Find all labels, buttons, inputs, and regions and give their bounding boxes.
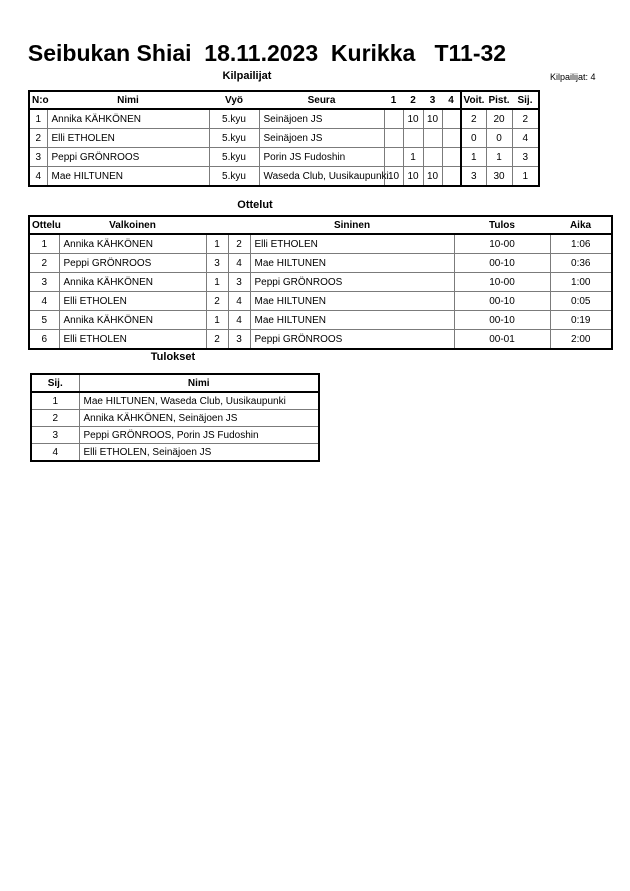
spacer-header	[206, 216, 250, 234]
white-name-cell: Elli ETHOLEN	[59, 292, 206, 311]
match-row	[29, 311, 612, 330]
place-cell: 2	[31, 410, 79, 427]
competitor-row	[29, 129, 539, 148]
blue-number-cell: 3	[228, 273, 250, 292]
time-cell: 0:36	[550, 254, 612, 273]
row-number-cell: 4	[29, 167, 47, 187]
wins-cell: 0	[461, 129, 486, 148]
col-header-sij: Sij.	[31, 374, 79, 392]
match-number-cell: 2	[29, 254, 59, 273]
time-cell: 0:19	[550, 311, 612, 330]
result-row	[31, 444, 319, 462]
result-cell: 00-10	[454, 292, 550, 311]
white-number-cell: 1	[206, 311, 228, 330]
time-cell: 1:06	[550, 234, 612, 254]
col-header-vyo: Vyö	[209, 91, 259, 109]
score-cell: 10	[384, 167, 403, 187]
score-cell	[423, 129, 442, 148]
score-cell	[403, 129, 423, 148]
place-cell: 1	[31, 392, 79, 410]
col-header-sij: Sij.	[512, 91, 539, 109]
col-header-nimi: Nimi	[47, 91, 209, 109]
row-number-cell: 2	[29, 129, 47, 148]
col-header-score1: 1	[384, 91, 403, 109]
result-row	[31, 427, 319, 444]
col-header-no: N:o	[29, 91, 47, 109]
white-name-cell: Peppi GRÖNROOS	[59, 254, 206, 273]
match-number-cell: 6	[29, 330, 59, 350]
score-cell	[384, 129, 403, 148]
document-title: Seibukan Shiai 18.11.2023 Kurikka T11-32	[27, 40, 507, 66]
col-header-seura: Seura	[259, 91, 384, 109]
score-cell: 10	[403, 109, 423, 129]
result-name-cell: Annika KÄHKÖNEN, Seinäjoen JS	[79, 410, 319, 427]
result-name-cell: Peppi GRÖNROOS, Porin JS Fudoshin	[79, 427, 319, 444]
score-cell: 10	[423, 109, 442, 129]
place-cell: 3	[512, 148, 539, 167]
place-cell: 4	[512, 129, 539, 148]
col-header-nimi: Nimi	[79, 374, 319, 392]
white-number-cell: 1	[206, 234, 228, 254]
score-cell	[442, 109, 461, 129]
match-row	[29, 292, 612, 311]
time-cell: 0:05	[550, 292, 612, 311]
section-title-kilpailijat: Kilpailijat	[222, 70, 272, 82]
wins-cell: 2	[461, 109, 486, 129]
blue-number-cell: 3	[228, 330, 250, 350]
name-cell: Peppi GRÖNROOS	[47, 148, 209, 167]
club-cell: Porin JS Fudoshin	[259, 148, 384, 167]
white-number-cell: 3	[206, 254, 228, 273]
blue-number-cell: 2	[228, 234, 250, 254]
match-number-cell: 5	[29, 311, 59, 330]
row-number-cell: 3	[29, 148, 47, 167]
white-number-cell: 2	[206, 330, 228, 350]
club-cell: Seinäjoen JS	[259, 109, 384, 129]
points-cell: 0	[486, 129, 512, 148]
time-cell: 1:00	[550, 273, 612, 292]
match-row	[29, 330, 612, 350]
score-cell	[384, 109, 403, 129]
col-header-tulos: Tulos	[454, 216, 550, 234]
blue-name-cell: Mae HILTUNEN	[250, 311, 454, 330]
club-cell: Waseda Club, Uusikaupunki	[259, 167, 384, 187]
match-number-cell: 4	[29, 292, 59, 311]
col-header-voit: Voit.	[461, 91, 486, 109]
blue-name-cell: Elli ETHOLEN	[250, 234, 454, 254]
score-cell	[384, 148, 403, 167]
match-row	[29, 234, 612, 254]
score-cell	[442, 129, 461, 148]
score-cell: 1	[403, 148, 423, 167]
wins-cell: 1	[461, 148, 486, 167]
match-number-cell: 1	[29, 234, 59, 254]
time-cell: 2:00	[550, 330, 612, 350]
result-cell: 00-10	[454, 254, 550, 273]
white-number-cell: 2	[206, 292, 228, 311]
match-row	[29, 273, 612, 292]
points-cell: 20	[486, 109, 512, 129]
name-cell: Mae HILTUNEN	[47, 167, 209, 187]
col-header-score3: 3	[423, 91, 442, 109]
white-name-cell: Elli ETHOLEN	[59, 330, 206, 350]
belt-cell: 5.kyu	[209, 129, 259, 148]
blue-number-cell: 4	[228, 292, 250, 311]
place-cell: 3	[31, 427, 79, 444]
blue-name-cell: Peppi GRÖNROOS	[250, 330, 454, 350]
name-cell: Elli ETHOLEN	[47, 129, 209, 148]
competitor-row	[29, 167, 539, 187]
section-title-ottelut: Ottelut	[237, 199, 273, 211]
wins-cell: 3	[461, 167, 486, 187]
result-cell: 10-00	[454, 273, 550, 292]
belt-cell: 5.kyu	[209, 167, 259, 187]
belt-cell: 5.kyu	[209, 148, 259, 167]
col-header-sininen: Sininen	[250, 216, 454, 234]
match-number-cell: 3	[29, 273, 59, 292]
points-cell: 1	[486, 148, 512, 167]
col-header-pist: Pist.	[486, 91, 512, 109]
col-header-valkoinen: Valkoinen	[59, 216, 206, 234]
row-number-cell: 1	[29, 109, 47, 129]
score-cell	[423, 148, 442, 167]
points-cell: 30	[486, 167, 512, 187]
blue-name-cell: Mae HILTUNEN	[250, 254, 454, 273]
result-cell: 10-00	[454, 234, 550, 254]
blue-name-cell: Peppi GRÖNROOS	[250, 273, 454, 292]
blue-name-cell: Mae HILTUNEN	[250, 292, 454, 311]
competitors-count-label: Kilpailijat: 4	[550, 72, 596, 82]
result-name-cell: Elli ETHOLEN, Seinäjoen JS	[79, 444, 319, 462]
result-name-cell: Mae HILTUNEN, Waseda Club, Uusikaupunki	[79, 392, 319, 410]
result-row	[31, 410, 319, 427]
match-row	[29, 254, 612, 273]
kilpailijat-header-row	[29, 91, 539, 109]
place-cell: 4	[31, 444, 79, 462]
col-header-score4: 4	[442, 91, 461, 109]
score-cell	[442, 148, 461, 167]
white-number-cell: 1	[206, 273, 228, 292]
white-name-cell: Annika KÄHKÖNEN	[59, 311, 206, 330]
result-cell: 00-10	[454, 311, 550, 330]
place-cell: 2	[512, 109, 539, 129]
col-header-score2: 2	[403, 91, 423, 109]
kilpailijat-table	[28, 90, 540, 187]
ottelut-header-row	[29, 216, 612, 234]
col-header-aika: Aika	[550, 216, 612, 234]
col-header-ottelu: Ottelu	[29, 216, 59, 234]
score-cell	[442, 167, 461, 187]
blue-number-cell: 4	[228, 311, 250, 330]
white-name-cell: Annika KÄHKÖNEN	[59, 273, 206, 292]
ottelut-table	[28, 215, 613, 350]
score-cell: 10	[423, 167, 442, 187]
score-cell: 10	[403, 167, 423, 187]
white-name-cell: Annika KÄHKÖNEN	[59, 234, 206, 254]
blue-number-cell: 4	[228, 254, 250, 273]
section-title-tulokset: Tulokset	[150, 351, 196, 363]
tulokset-table	[30, 373, 320, 462]
club-cell: Seinäjoen JS	[259, 129, 384, 148]
competitor-row	[29, 109, 539, 129]
place-cell: 1	[512, 167, 539, 187]
result-cell: 00-01	[454, 330, 550, 350]
belt-cell: 5.kyu	[209, 109, 259, 129]
tulokset-header-row	[31, 374, 319, 392]
name-cell: Annika KÄHKÖNEN	[47, 109, 209, 129]
result-row	[31, 392, 319, 410]
competitor-row	[29, 148, 539, 167]
